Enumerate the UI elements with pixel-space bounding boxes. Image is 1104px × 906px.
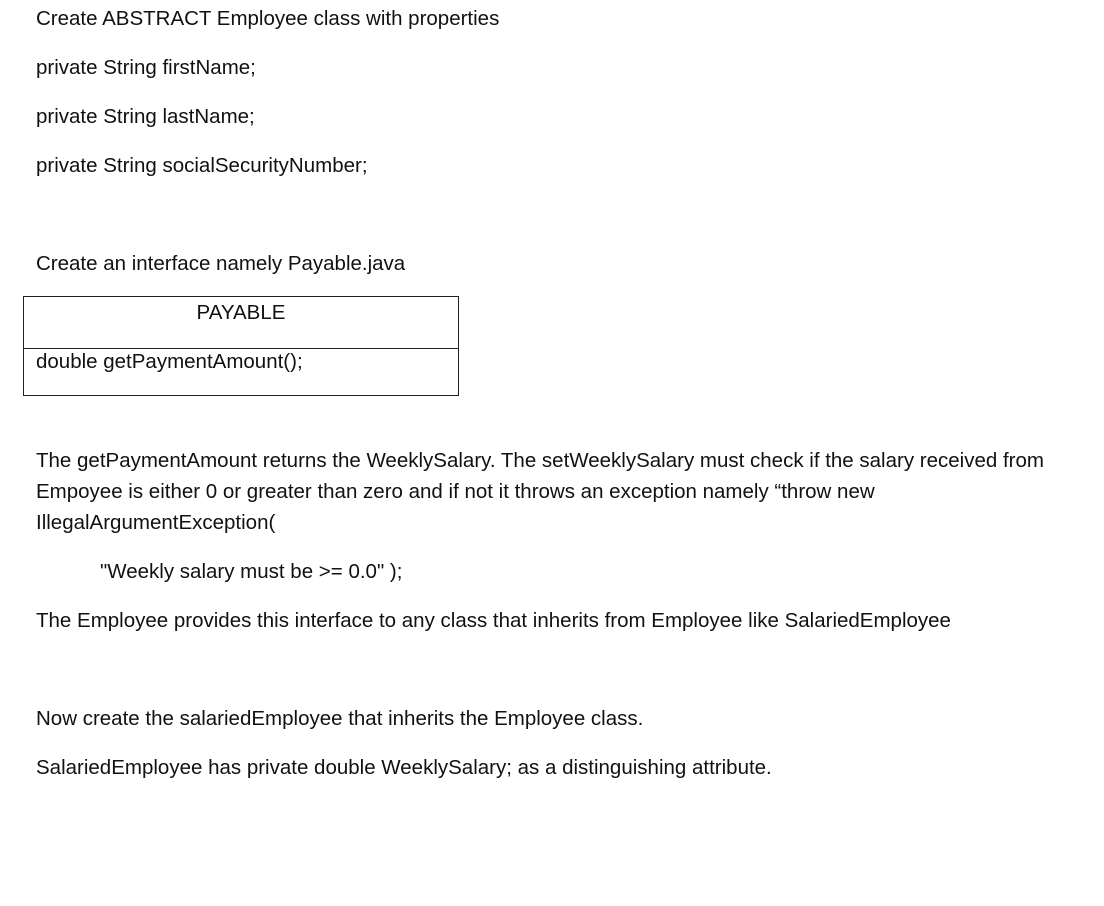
- description-paragraph: The getPaymentAmount returns the WeeklySalary. The setWeeklySalary must check if the salary received from Empoyee is either 0 or greater than zero and if not it throws an exception namely “throw new IllegalArgumentException(: [36, 449, 1044, 534]
- exception-message-line: "Weekly salary must be >= 0.0" );: [100, 560, 403, 583]
- property-last-name: private String lastName;: [36, 105, 255, 128]
- uml-interface-name: PAYABLE: [24, 297, 458, 349]
- salaried-employee-attribute: SalariedEmployee has private double WeeklySalary; as a distinguishing attribute.: [36, 756, 772, 779]
- salaried-employee-instruction: Now create the salariedEmployee that inherits the Employee class.: [36, 707, 644, 730]
- uml-method-signature: double getPaymentAmount();: [36, 350, 303, 373]
- interface-inheritance-note: The Employee provides this interface to any class that inherits from Employee like SalariedEmployee: [36, 609, 951, 632]
- heading-payable-interface: Create an interface namely Payable.java: [36, 252, 406, 275]
- property-first-name: private String firstName;: [36, 56, 256, 79]
- heading-abstract-employee: Create ABSTRACT Employee class with properties: [36, 7, 500, 30]
- property-ssn: private String socialSecurityNumber;: [36, 154, 368, 177]
- payable-uml-box: [23, 296, 459, 396]
